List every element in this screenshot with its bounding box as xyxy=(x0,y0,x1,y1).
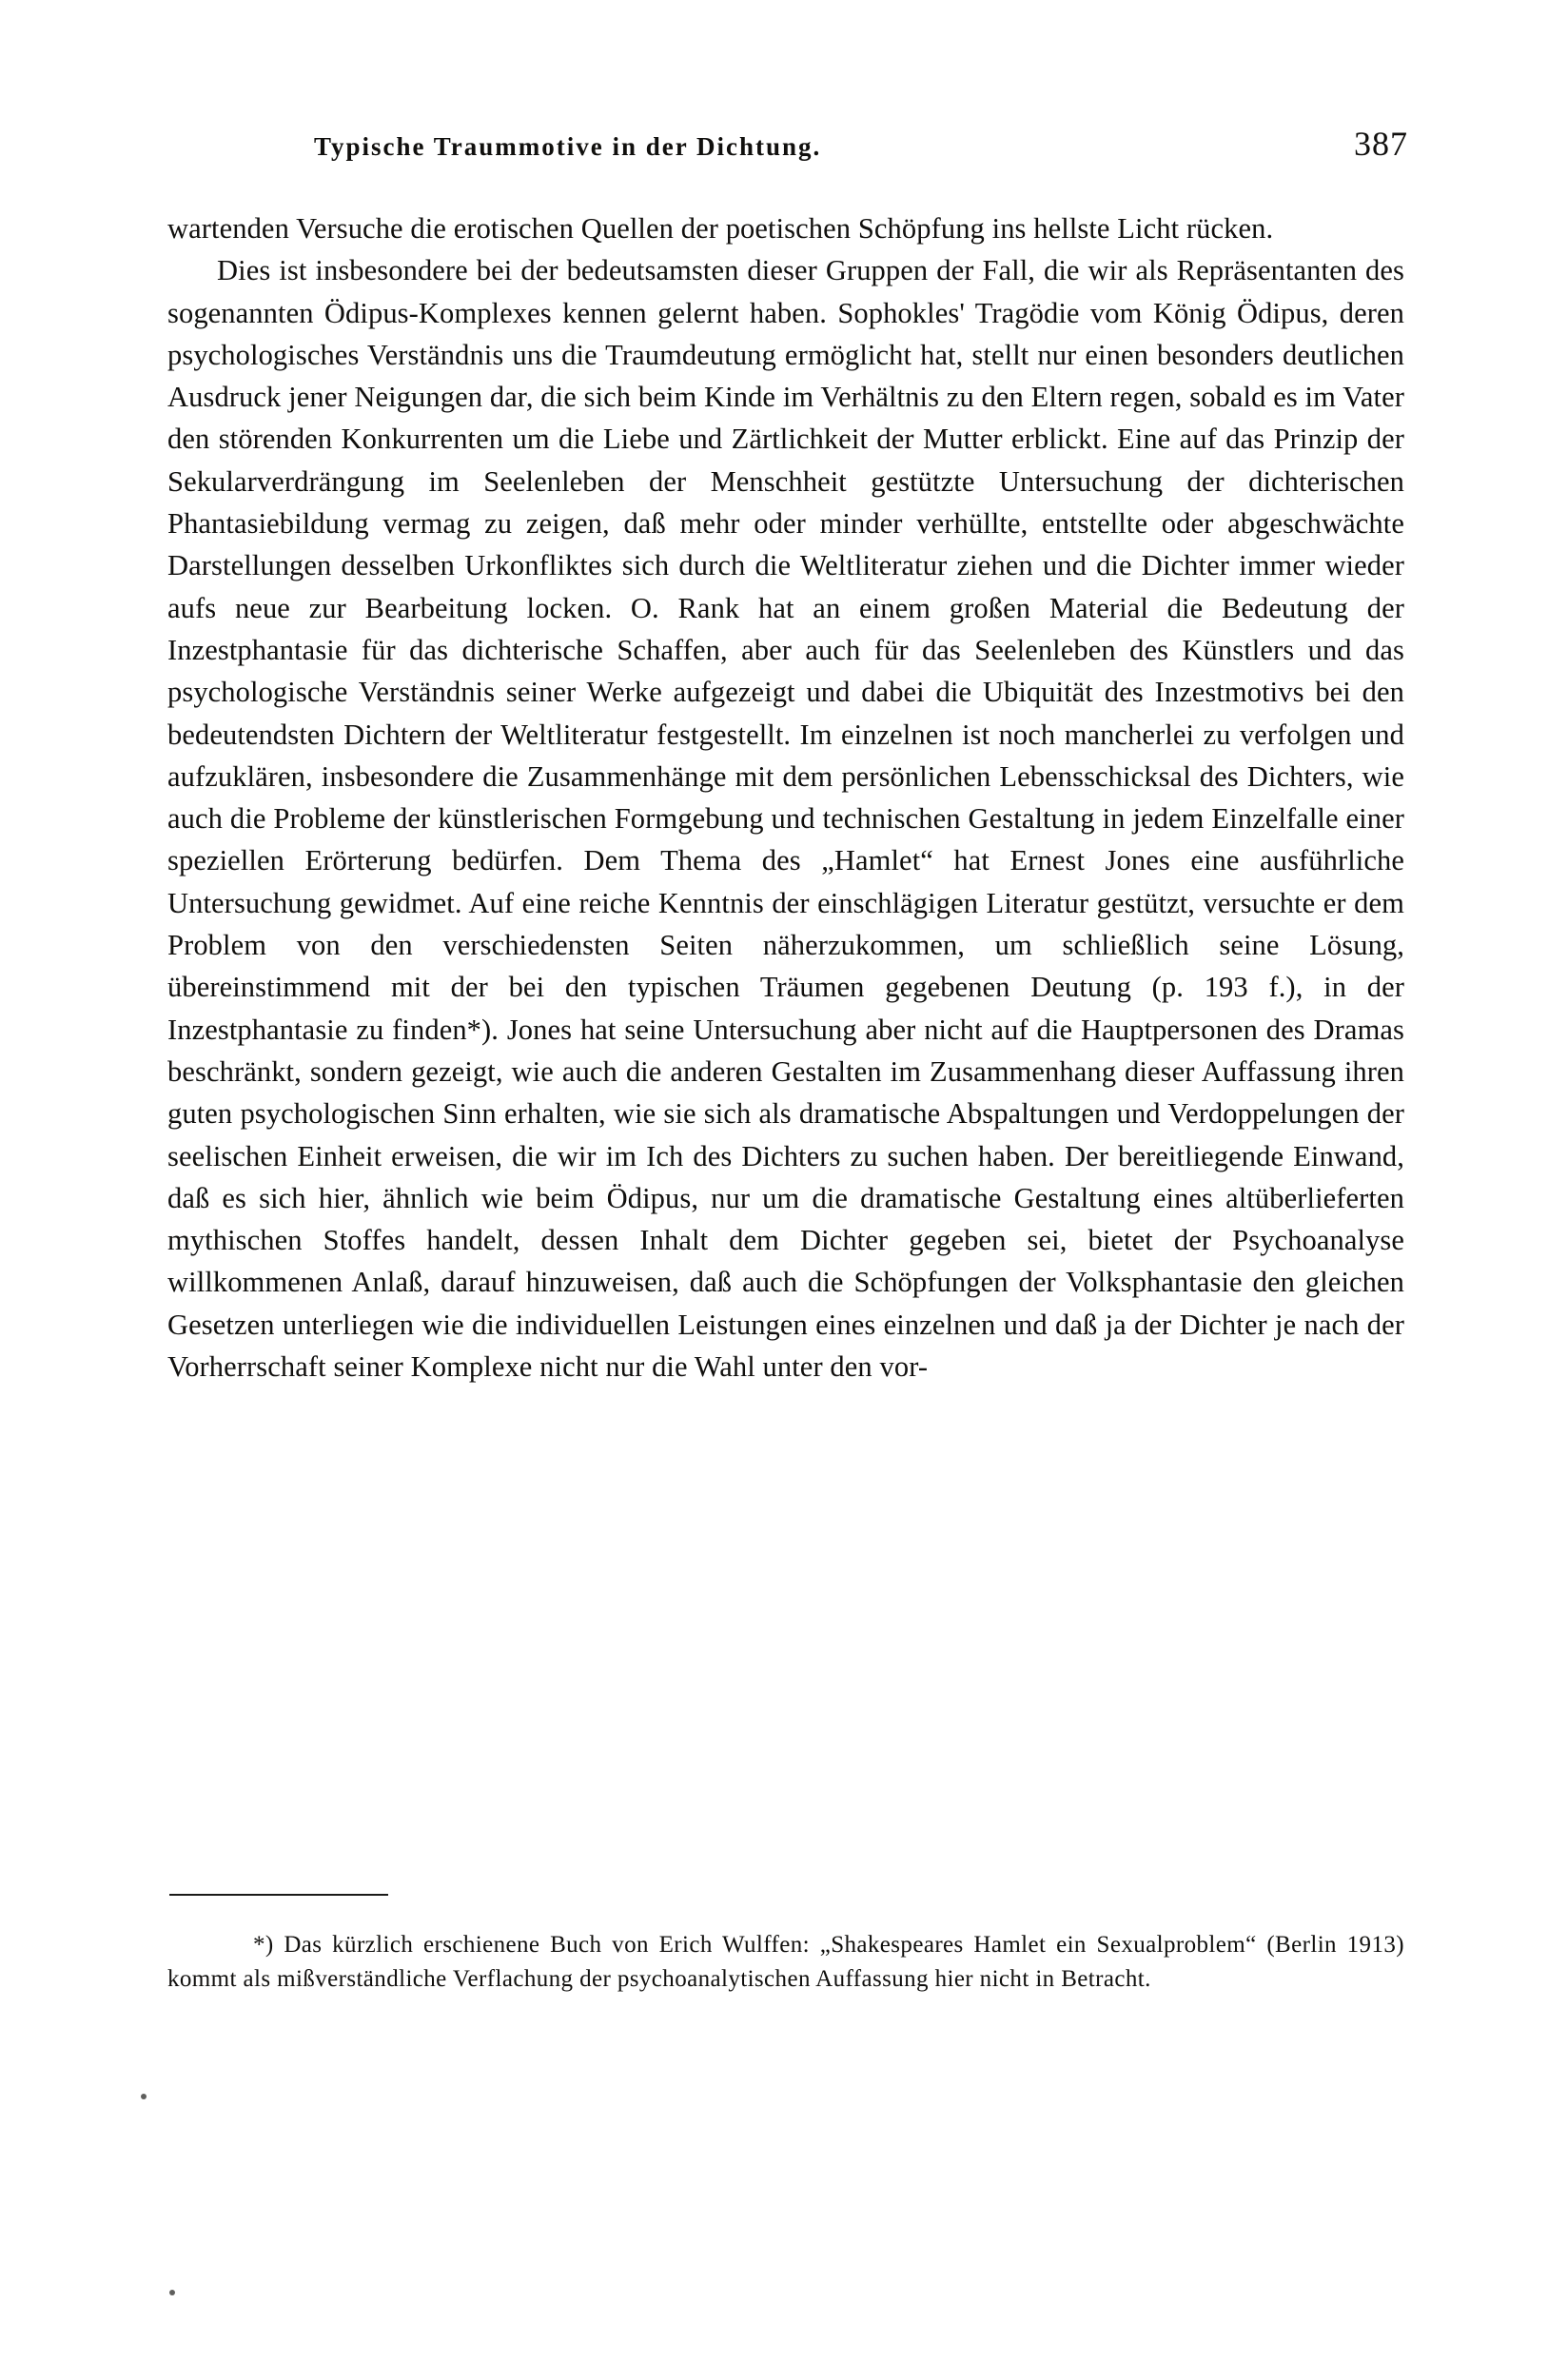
scan-speck-icon xyxy=(169,2290,175,2295)
running-title: Typische Traummotive in der Dichtung. xyxy=(314,132,822,161)
footnote-line: *) Das kürzlich erschienene Buch von Erich Wulffen: „Shakespeares Hamlet ein Sexualproblem“ (Berlin 1913) kommt als mißverständliche Verflachung der psychoanalytischen Auffassung hier nicht in Betracht. xyxy=(167,1932,1404,1992)
page-number: 387 xyxy=(1354,125,1408,163)
footnote-block xyxy=(167,1928,1404,1996)
page-header xyxy=(162,124,1408,164)
body-text xyxy=(167,207,1404,1388)
footnote-divider xyxy=(169,1894,388,1896)
scan-speck-icon xyxy=(141,2094,147,2099)
paragraph-1: wartenden Versuche die erotischen Quellen der poetischen Schöpfung ins hellste Licht rücken. xyxy=(167,212,1274,245)
paragraph-2: Dies ist insbesondere bei der bedeutsamsten dieser Gruppen der Fall, die wir als Repräsentanten des sogenannten Ödipus-Komplexes kennen gelernt haben. Sophokles' Tragödie vom König Ödipus, deren psychologisches Verständnis uns die Traumdeutung ermöglicht hat, stellt nur einen besonders deutlichen Ausdruck jener Neigungen dar, die sich beim Kinde im Verhältnis zu den Eltern regen, sobald es im Vater den störenden Konkurrenten um die Liebe und Zärtlichkeit der Mutter erblickt. Eine auf das Prinzip der Sekularverdrängung im Seelenleben der Menschheit gestützte Untersuchung der dichterischen Phantasiebildung vermag zu zeigen, daß mehr oder minder verhüllte, entstellte oder abgeschwächte Darstellungen desselben Urkonfliktes sich durch die Weltliteratur ziehen und die Dichter immer wieder aufs neue zur Bearbeitung locken. O. Rank hat an einem großen Material die Bedeutung der Inzestphantasie für das dichterische Schaffen, aber auch für das Seelenleben des Künstlers und das psychologische Verständnis seiner Werke aufgezeigt und dabei die Ubiquität des Inzestmotivs bei den bedeutendsten Dichtern der Weltliteratur festgestellt. Im einzelnen ist noch mancherlei zu verfolgen und aufzuklären, insbesondere die Zusammenhänge mit dem persönlichen Lebensschicksal des Dichters, wie auch die Probleme der künstlerischen Formgebung und technischen Gestaltung in jedem Einzelfalle einer speziellen Erörterung bedürfen. Dem Thema des „Hamlet“ hat Ernest Jones eine ausführliche Untersuchung gewidmet. Auf eine reiche Kenntnis der einschlägigen Literatur gestützt, versuchte er dem Problem von den verschiedensten Seiten näherzukommen, um schließlich seine Lösung, übereinstimmend mit der bei den typischen Träumen gegebenen Deutung (p. 193 f.), in der Inzestphantasie zu finden*). Jones hat seine Untersuchung aber nicht auf die Hauptpersonen des Dramas beschränkt, sondern gezeigt, wie auch die anderen Gestalten im Zusammenhang dieser Auffassung ihren guten psychologischen Sinn erhalten, wie sie sich als dramatische Abspaltungen und Verdoppelungen der seelischen Einheit erweisen, die wir im Ich des Dichters zu suchen haben. Der bereitliegende Einwand, daß es sich hier, ähnlich wie beim Ödipus, nur um die dramatische Gestaltung eines altüberlieferten mythischen Stoffes handelt, dessen Inhalt dem Dichter gegeben sei, bietet der Psychoanalyse willkommenen Anlaß, darauf hinzuweisen, daß auch die Schöpfungen der Volksphantasie den gleichen Gesetzen unterliegen wie die individuellen Leistungen eines einzelnen und daß ja der Dichter je nach der Vorherrschaft seiner Komplexe nicht nur die Wahl unter den vor- xyxy=(167,254,1404,1384)
